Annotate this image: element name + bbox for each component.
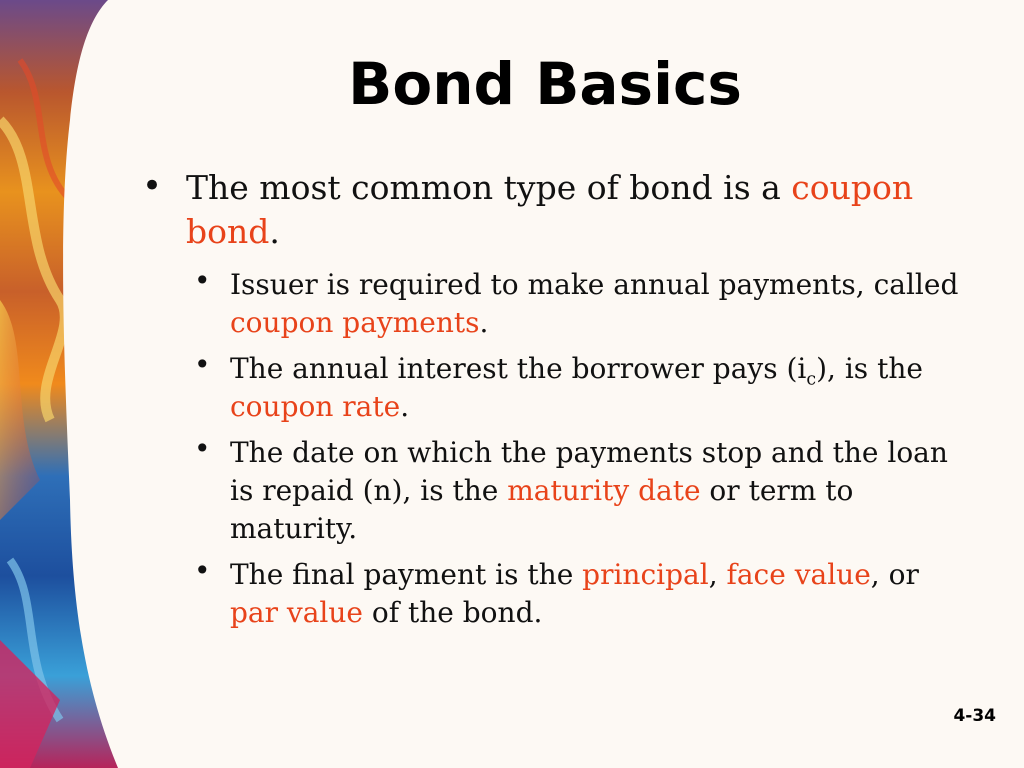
subbullet-coupon-rate xyxy=(140,350,970,426)
slide-title: Bond Basics xyxy=(348,50,742,118)
highlight-term: coupon payments xyxy=(230,306,480,339)
bullet-text: . xyxy=(269,212,280,251)
page-number: 4-34 xyxy=(953,706,996,726)
bullet-text: Issuer is required to make annual payments, called xyxy=(230,268,959,301)
bullet-glyph: • xyxy=(194,348,211,381)
bullet-text: The annual interest the borrower pays (i xyxy=(230,352,807,385)
subbullet-coupon-payments xyxy=(140,266,970,342)
bullet-text: of the bond. xyxy=(362,596,543,629)
bullet-text: ), is the xyxy=(816,352,923,385)
bullet-coupon-bond xyxy=(140,166,970,254)
subbullet-maturity-date xyxy=(140,434,970,548)
highlight-term: maturity date xyxy=(507,474,701,507)
bullet-text: or term to maturity. xyxy=(230,474,854,545)
bullet-text: The final payment is the xyxy=(230,558,583,591)
highlight-term: coupon rate xyxy=(230,390,401,423)
bullet-text: , or xyxy=(870,558,919,591)
bullet-glyph: • xyxy=(194,264,211,297)
highlight-term: face value xyxy=(726,558,871,591)
highlight-term: par value xyxy=(230,596,363,629)
bullet-text: , xyxy=(708,558,727,591)
subscript: c xyxy=(806,369,817,390)
bullet-text: . xyxy=(400,390,410,423)
bullet-glyph: • xyxy=(142,166,163,206)
bullet-text: The date on which the payments stop and the loan is repaid (n), is the xyxy=(230,436,948,507)
bullet-list xyxy=(140,166,970,640)
subbullet-principal xyxy=(140,556,970,632)
highlight-term: principal xyxy=(582,558,709,591)
bullet-glyph: • xyxy=(194,432,211,465)
highlight-term: coupon bond xyxy=(186,168,914,251)
bullet-glyph: • xyxy=(194,554,211,587)
bullet-text: . xyxy=(479,306,489,339)
bullet-text: The most common type of bond is a xyxy=(186,168,792,207)
